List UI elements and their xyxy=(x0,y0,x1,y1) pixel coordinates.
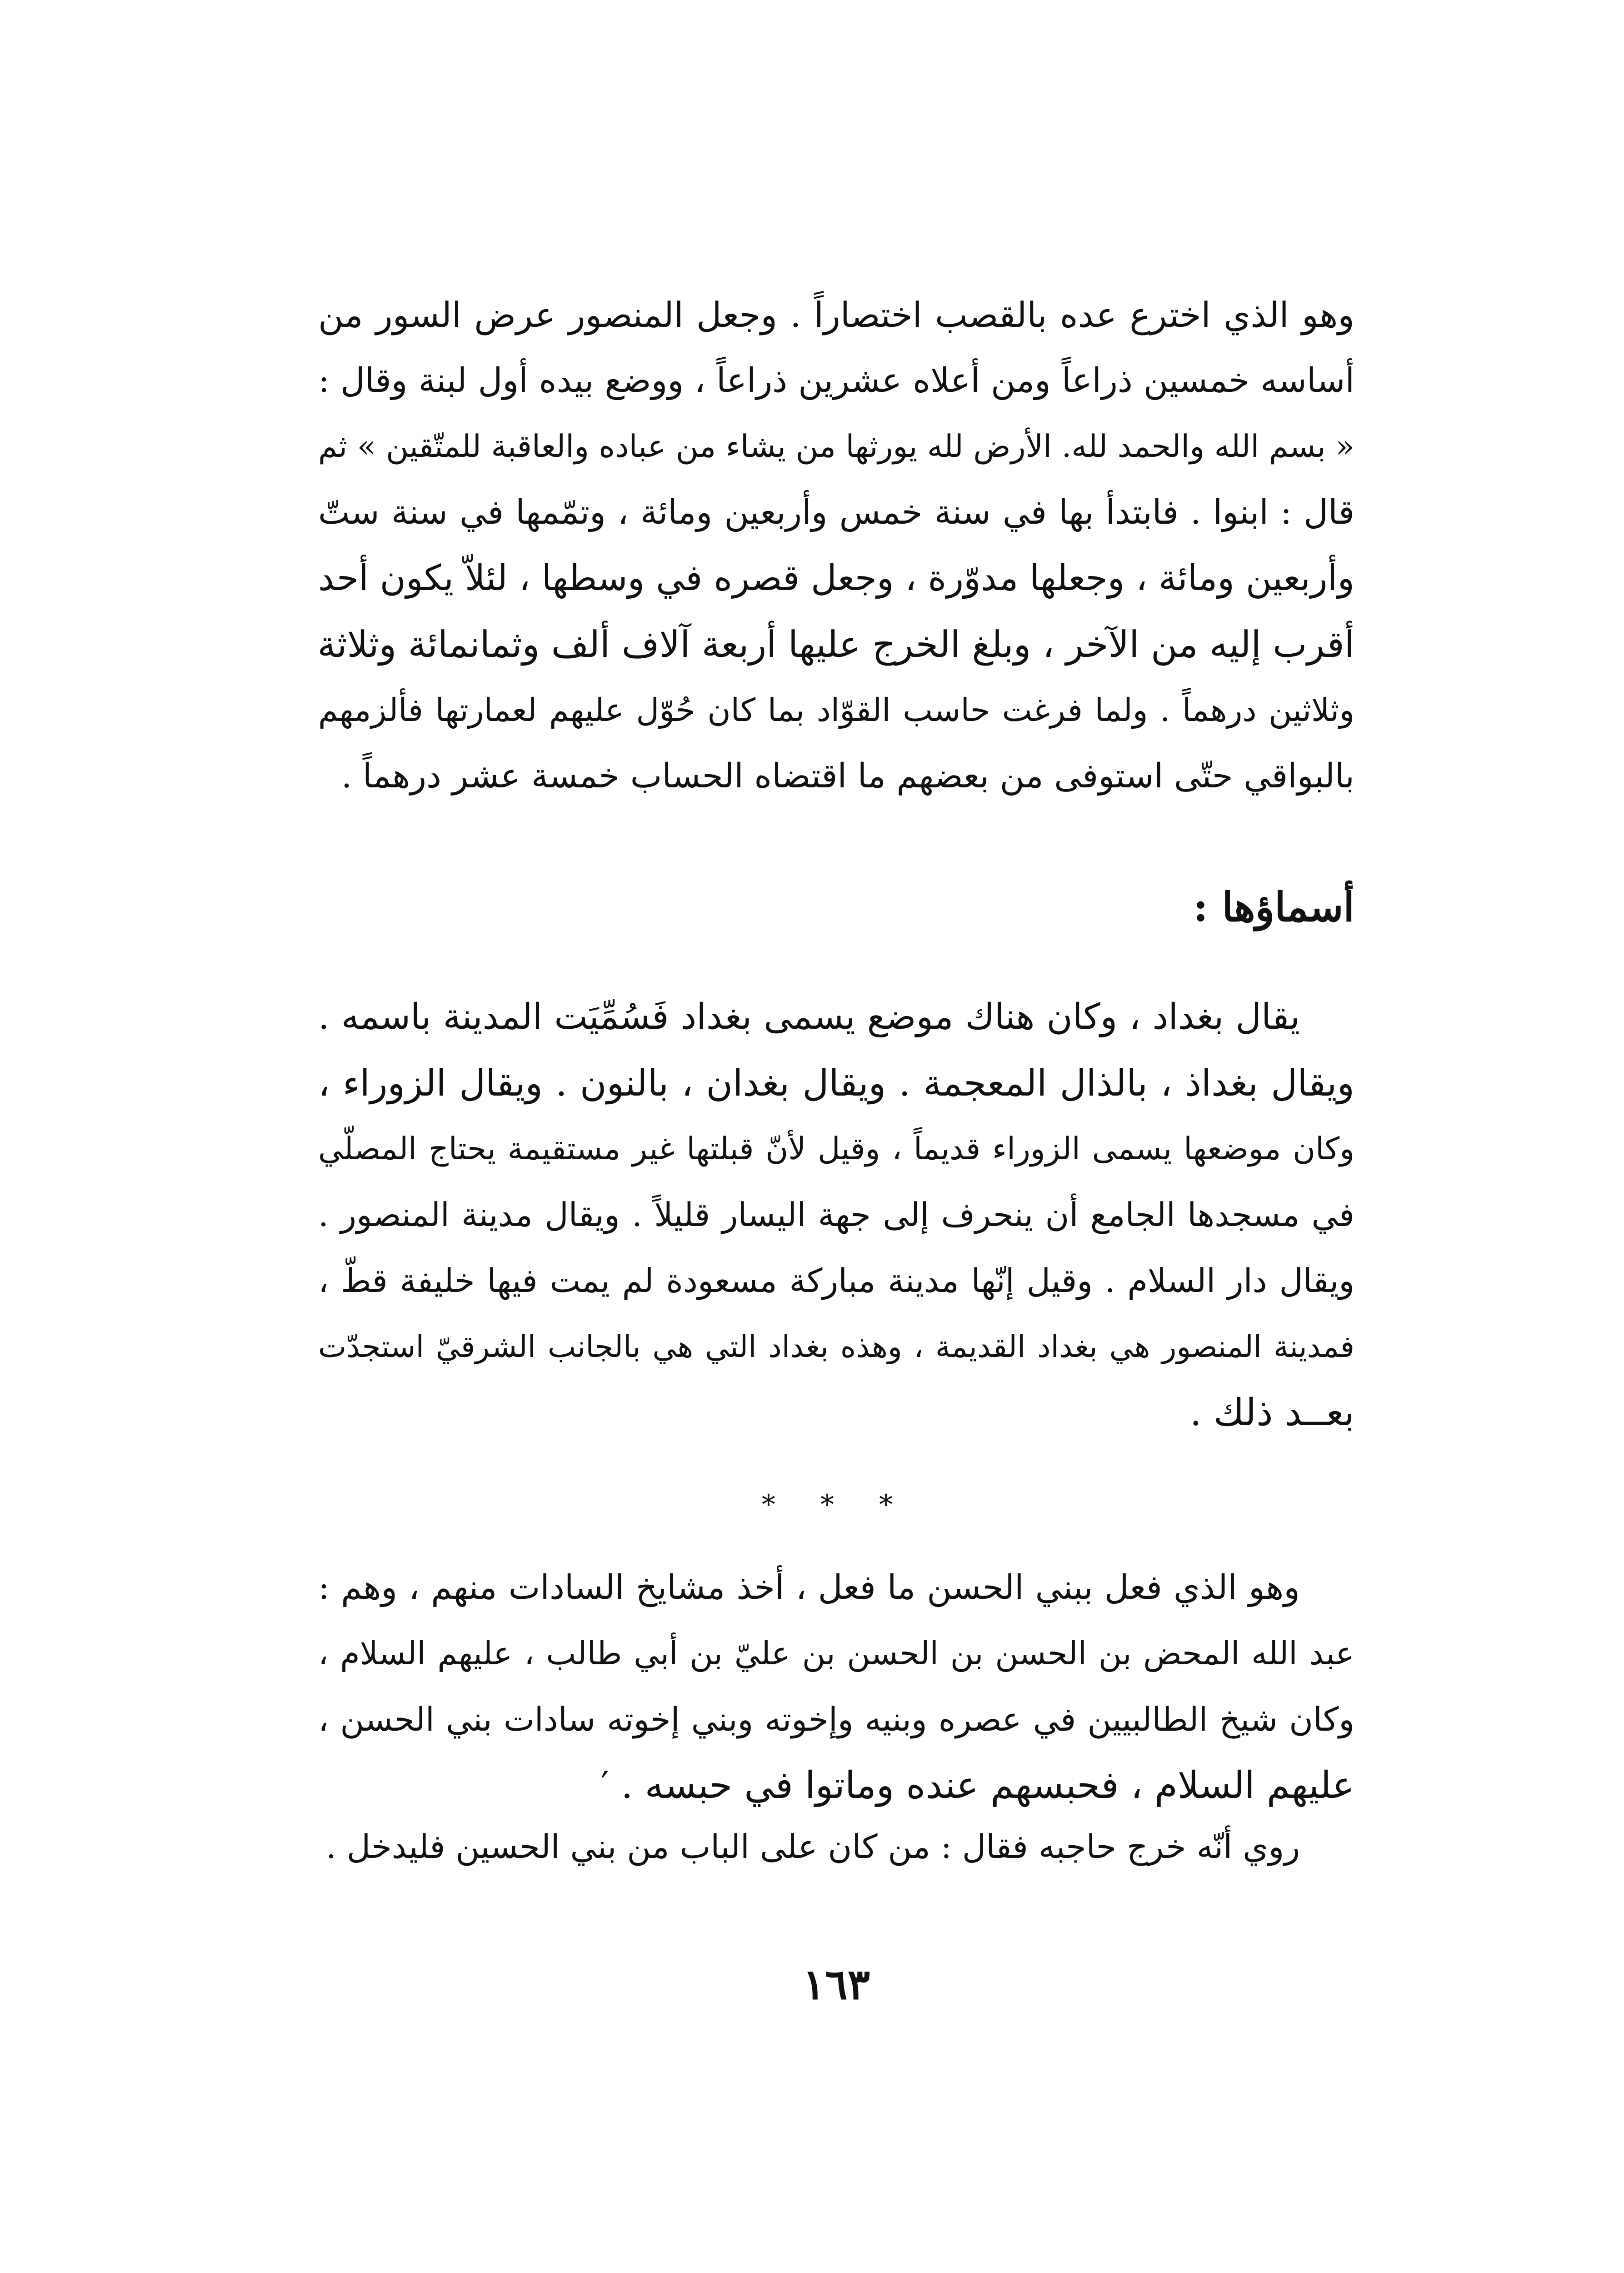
paragraph-narration xyxy=(318,1814,1354,1880)
text-line: أقرب إليه من الآخر ، وبلغ الخرج عليها أربعة آلاف ألف وثمانمائة وثلاثة xyxy=(317,623,1354,666)
text-line: وكان موضعها يسمى الزوراء قديماً ، وقيل لأنّ قبلتها غير مستقيمة يحتاج المصلّي xyxy=(318,1131,1354,1167)
text-line: عليهم السلام ، فحبسهم عنده وماتوا في حبسه . ′ xyxy=(600,1764,1354,1807)
text-line: يقال بغداد ، وكان هناك موضع يسمى بغداد فَسُمِّيَت المدينة باسمه . xyxy=(318,996,1300,1037)
text-line: وثلاثين درهماً . ولما فرغت حاسب القوّاد بما كان حُوّل عليهم لعمارتها فألزمهم xyxy=(318,691,1354,729)
text-line: وهو الذي فعل ببني الحسن ما فعل ، أخذ مشايخ السادات منهم ، وهم : xyxy=(318,1568,1300,1607)
text-line: روي أنّه خرج حاجبه فقال : من كان على الباب من بني الحسين فليدخل . xyxy=(326,1827,1300,1866)
text-line: قال : ابنوا . فابتدأ بها في سنة خمس وأربعين ومائة ، وتمّمها في سنة ستّ xyxy=(318,493,1354,532)
paragraph-bani-hasan xyxy=(318,1555,1354,1818)
text-line: بعــد ذلك . xyxy=(1189,1391,1354,1434)
text-line: ويقال بغداذ ، بالذال المعجمة . ويقال بغدان ، بالنون . ويقال الزوراء ، xyxy=(318,1062,1354,1104)
page-number: ١٦٣ xyxy=(802,1960,870,2009)
text-line: بالبواقي حتّى استوفى من بعضهم ما اقتضاه الحساب خمسة عشر درهماً . xyxy=(341,756,1354,796)
text-line: في مسجدها الجامع أن ينحرف إلى جهة اليسار قليلاً . ويقال مدينة المنصور . xyxy=(318,1196,1354,1234)
paragraph-construction xyxy=(318,282,1354,809)
text-line: وكان شيخ الطالبيين في عصره وبنيه وإخوته وبني إخوته سادات بني الحسن ، xyxy=(318,1700,1354,1738)
text-line: عبد الله المحض بن الحسن بن الحسن بن عليّ بن أبي طالب ، عليهم السلام ، xyxy=(318,1635,1354,1672)
section-heading: أسماؤها : xyxy=(1193,883,1354,931)
text-line: أساسه خمسين ذراعاً ومن أعلاه عشرين ذراعاً ، ووضع بيده أول لبنة وقال : xyxy=(318,361,1354,400)
text-line: « بسم الله والحمد لله. الأرض لله يورثها من يشاء من عباده والعاقبة للمتّقين » ثم xyxy=(318,429,1354,465)
text-line: وهو الذي اخترع عده بالقصب اختصاراً . وجعل المنصور عرض السور من xyxy=(318,295,1354,335)
text-line: ويقال دار السلام . وقيل إنّها مدينة مباركة مسعودة لم يمت فيها خليفة قطّ ، xyxy=(318,1262,1354,1300)
section-separator: * * * xyxy=(761,1489,911,1521)
text-line: فمدينة المنصور هي بغداد القديمة ، وهذه بغداد التي هي بالجانب الشرقيّ استجدّت xyxy=(318,1329,1354,1364)
text-line: وأربعين ومائة ، وجعلها مدوّرة ، وجعل قصره في وسطها ، لئلاّ يكون أحد xyxy=(318,558,1354,599)
paragraph-names xyxy=(318,984,1354,1446)
